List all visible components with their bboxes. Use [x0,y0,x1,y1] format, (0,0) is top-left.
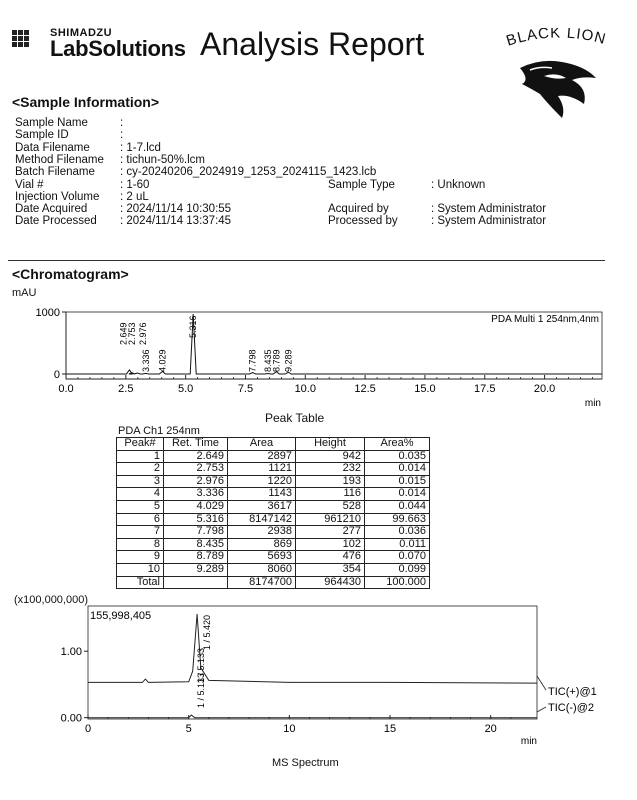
peak-table-channel: PDA Ch1 254nm [118,425,200,437]
table-cell: 8060 [228,563,296,576]
table-cell: 2897 [228,450,296,463]
sample-info-heading: <Sample Information> [12,94,160,110]
y-tick-label: 0 [53,369,60,381]
field-value: : 2024/11/14 13:37:45 [120,215,232,228]
tic-negative-trace [88,715,537,718]
table-cell: 7.798 [164,526,228,539]
trace-label-negative: TIC(-)@2 [548,702,594,714]
table-cell: 8174700 [228,576,296,589]
table-cell: 2 [117,463,164,476]
ms-tic-chart [0,600,637,750]
field-value: : 1-7.lcd [120,141,161,154]
table-cell: 1 [117,450,164,463]
x-tick-label: 5.0 [177,383,194,395]
ms-x-axis-unit: min [520,736,537,747]
table-row [117,538,430,551]
table-cell: 0.036 [365,526,430,539]
table-cell: 7 [117,526,164,539]
table-cell: 9.289 [164,563,228,576]
field-label: Processed by [328,215,398,228]
col-header: Area [228,438,296,451]
table-cell: 0.014 [365,463,430,476]
x-tick-label: 10.0 [294,383,316,395]
table-cell: 528 [296,500,365,513]
tic-positive-trace [88,614,537,683]
table-cell: 3617 [228,500,296,513]
field-value: : [120,129,124,142]
table-cell: 0.099 [365,563,430,576]
field-label: Method Filename [15,153,104,166]
table-cell: 8.435 [164,538,228,551]
table-cell: 0.035 [365,450,430,463]
trace-label-positive: TIC(+)@1 [548,686,597,698]
field-value: : [120,117,124,129]
field-value: : 1-60 [120,178,150,191]
peak-rt-label: 3.336 [140,349,151,372]
table-cell: 1220 [228,475,296,488]
table-row [117,488,430,501]
x-tick-label: 20.0 [533,383,556,395]
field-value: : 2 uL [120,190,149,203]
peak-table [116,437,430,589]
field-label: Vial # [15,178,44,191]
ms-peak-label: 1 / 5.420 [202,614,212,650]
ms-plot-frame [88,606,537,719]
y-tick-label: 1000 [35,307,60,319]
pda-chromatogram-chart [0,300,637,410]
table-cell: 8.789 [164,551,228,564]
table-cell: 5693 [228,551,296,564]
peak-rt-label: 2.976 [138,322,149,345]
table-cell: 4 [117,488,164,501]
section-divider [8,260,605,261]
field-value: : 2024/11/14 10:30:55 [120,203,232,216]
chromatogram-y-unit: mAU [12,287,37,299]
field-value: : Unknown [431,178,486,191]
x-tick-label: 17.5 [474,383,496,395]
table-cell: 277 [296,526,365,539]
col-header: Area% [365,438,430,451]
table-cell: Total [117,576,164,589]
table-cell: 9 [117,551,164,564]
col-header: Height [296,438,365,451]
ms-x-tick-label: 0 [84,723,92,735]
table-cell: 3.336 [164,488,228,501]
black-lion-logo [500,28,610,120]
table-row [117,551,430,564]
labsolutions-logo-icon [12,30,34,52]
col-header: Ret. Time [164,438,228,451]
report-title: Analysis Report [200,26,425,62]
x-tick-label: 0.0 [58,383,74,395]
svg-text:BLACK LION [504,28,608,50]
ms-spectrum-caption: MS Spectrum [272,757,339,769]
table-cell: 8147142 [228,513,296,526]
table-cell: 100.000 [365,576,430,589]
trace-leader-line [537,676,546,690]
field-label: Injection Volume [15,190,100,203]
field-label: Batch Filename [15,166,95,179]
peak-table-title: Peak Table [265,411,325,425]
x-tick-label: 2.5 [118,383,134,395]
table-cell: 961210 [296,513,365,526]
table-cell: 964430 [296,576,365,589]
table-cell: 0.014 [365,488,430,501]
ms-x-tick-label: 20 [484,723,497,735]
x-tick-label: 7.5 [237,383,254,395]
x-tick-label: 12.5 [354,383,376,395]
field-label: Acquired by [328,203,389,216]
table-cell: 2938 [228,526,296,539]
peak-rt-label: 4.029 [157,349,168,372]
trace-leader-line [537,707,546,712]
table-cell: 193 [296,475,365,488]
table-row [117,563,430,576]
table-cell: 5.316 [164,513,228,526]
x-axis-unit: min [584,398,601,409]
channel-label: PDA Multi 1 254nm,4nm [491,314,599,325]
ms-y-tick-label: 0.00 [60,712,82,725]
peak-rt-label: 9.289 [283,349,294,372]
field-label: Date Acquired [15,203,88,216]
table-cell: 476 [296,551,365,564]
field-label: Sample Name [15,117,88,129]
table-cell: 102 [296,538,365,551]
table-cell: 116 [296,488,365,501]
field-label: Data Filename [15,141,90,154]
ms-scale-label: (x100,000,000) [14,594,88,606]
field-value: : tichun-50%.lcm [120,153,206,166]
table-row [117,463,430,476]
ms-x-tick-label: 10 [283,723,296,735]
field-value: : cy-20240206_2024919_1253_2024115_1423.lcb [120,166,377,179]
field-label: Sample Type [328,178,395,191]
table-cell: 1143 [228,488,296,501]
table-cell: 232 [296,463,365,476]
peak-rt-label: 8.789 [271,349,282,372]
table-cell: 0.044 [365,500,430,513]
table-cell: 3 [117,475,164,488]
table-cell: 99.663 [365,513,430,526]
ms-y-tick-label: 1.00 [60,646,82,659]
table-cell: 0.015 [365,475,430,488]
peak-rt-label: 8.435 [262,349,273,372]
table-cell: 354 [296,563,365,576]
table-cell: 869 [228,538,296,551]
table-row [117,526,430,539]
peak-rt-label: 2.753 [126,322,137,345]
peak-rt-label: 5.316 [188,315,199,338]
table-total-row [117,576,430,589]
table-cell: 2.753 [164,463,228,476]
peak-table-header [117,438,430,451]
company-name: SHIMADZU [50,27,113,39]
table-cell: 5 [117,500,164,513]
ms-peak-label: 1 / 5.133 [196,647,206,683]
x-tick-label: 15.0 [414,383,436,395]
field-label: Sample ID [15,129,69,142]
table-cell: 942 [296,450,365,463]
ms-max-label: 155,998,405 [90,610,152,622]
table-cell: 0.011 [365,538,430,551]
peak-rt-label: 2.649 [118,322,129,345]
table-cell: 0.070 [365,551,430,564]
table-row [117,450,430,463]
table-cell [164,576,228,589]
table-cell: 2.976 [164,475,228,488]
table-cell: 6 [117,513,164,526]
table-row [117,475,430,488]
field-value: : System Administrator [431,203,547,216]
table-row [117,513,430,526]
product-name: LabSolutions [50,36,186,61]
col-header: Peak# [117,438,164,451]
field-label: Date Processed [15,215,97,228]
sample-info-block [15,117,615,229]
table-cell: 1121 [228,463,296,476]
ms-x-tick-label: 5 [185,723,192,735]
table-cell: 8 [117,538,164,551]
table-row [117,500,430,513]
peak-rt-label: 7.798 [247,349,258,372]
table-cell: 2.649 [164,450,228,463]
ms-peak-label: 1 / 5.133 [196,672,206,708]
table-cell: 4.029 [164,500,228,513]
brand-logo-text: BLACK LION [504,28,609,50]
chromatogram-heading: <Chromatogram> [12,266,129,282]
table-cell: 10 [117,563,164,576]
ms-x-tick-label: 15 [383,723,397,735]
field-value: : System Administrator [431,215,547,228]
